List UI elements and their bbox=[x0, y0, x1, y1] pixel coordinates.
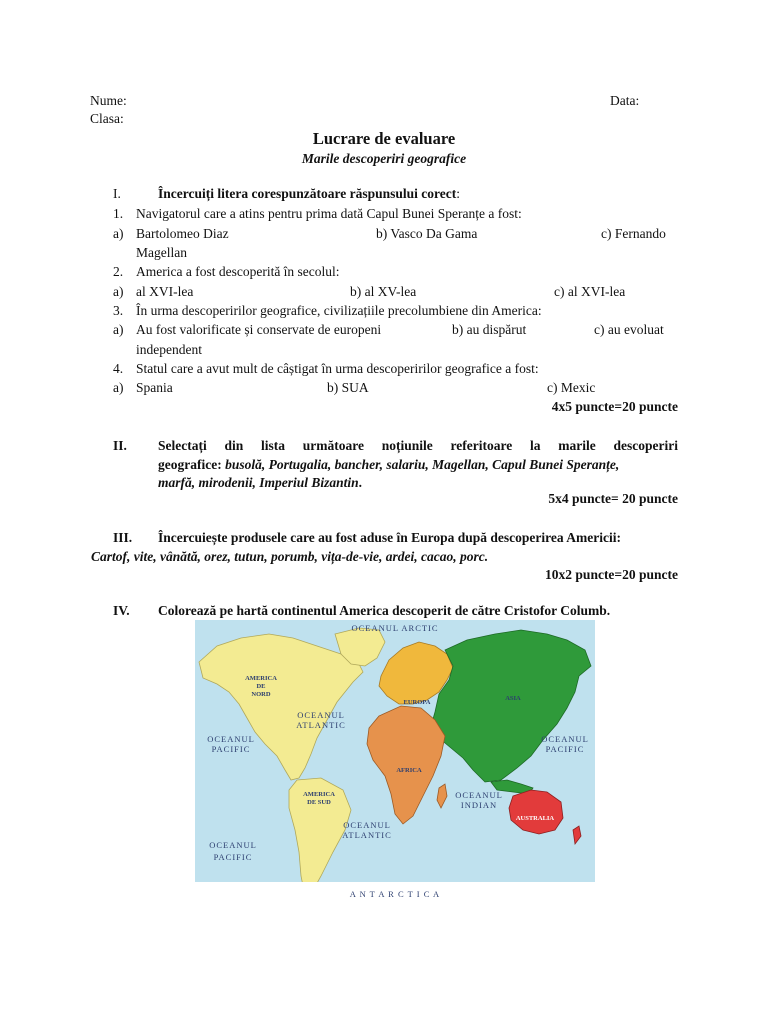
q4-number: 4. bbox=[113, 361, 124, 376]
q3-option-b: b) au dispărut bbox=[452, 322, 527, 337]
section2-notions-list: busolă, Portugalia, bancher, salariu, Magellan, Capul Bunei Speranțe, bbox=[225, 457, 620, 472]
section3-number: III. bbox=[113, 530, 133, 545]
q1-option-a-label: a) bbox=[113, 226, 124, 241]
label-oceanul-atlantic-south-1: OCEANUL bbox=[343, 820, 391, 830]
q3-number: 3. bbox=[113, 303, 124, 318]
section3-products-list: Cartof, vite, vânătă, orez, tutun, porumb, vița-de-vie, ardei, cacao, porc. bbox=[91, 549, 489, 564]
q2-number: 2. bbox=[113, 264, 124, 279]
class-label: Clasa: bbox=[90, 111, 124, 126]
label-america-de-nord-1: AMERICA bbox=[245, 675, 277, 682]
label-oceanul-atlantic-south-2: ATLANTIC bbox=[342, 830, 392, 840]
label-oceanul-pacific-southwest-2: PACIFIC bbox=[213, 852, 253, 862]
label-europa: EUROPA bbox=[403, 699, 431, 706]
section2-line2 bbox=[158, 457, 619, 473]
section4-line1: Colorează pe hartă continentul America descoperit de către Cristofor Columb. bbox=[158, 603, 611, 618]
label-oceanul-indian-1: OCEANUL bbox=[455, 790, 503, 800]
name-label: Nume: bbox=[90, 93, 127, 108]
label-oceanul-indian-2: INDIAN bbox=[460, 800, 498, 810]
q1-option-c-continued: Magellan bbox=[136, 245, 187, 260]
section1-heading bbox=[158, 186, 460, 202]
q2-option-a-label: a) bbox=[113, 284, 124, 299]
q1-text: Navigatorul care a atins pentru prima dată Capul Bunei Speranțe a fost: bbox=[136, 206, 522, 221]
section3-points: 10x2 puncte=20 puncte bbox=[545, 567, 678, 582]
q4-option-c: c) Mexic bbox=[547, 380, 596, 395]
section2-line1: Selectați din lista următoare noțiunile referitoare la marile descoperiri bbox=[158, 438, 678, 453]
q3-option-a: Au fost valorificate și conservate de europeni bbox=[136, 322, 382, 337]
section1-points: 4x5 puncte=20 puncte bbox=[551, 399, 678, 414]
section2-line2-prefix: geografice: bbox=[158, 457, 226, 472]
q4-option-b: b) SUA bbox=[327, 380, 369, 395]
section2-number: II. bbox=[113, 438, 127, 453]
q3-option-c: c) au evoluat bbox=[594, 322, 664, 337]
label-australia: AUSTRALIA bbox=[515, 815, 555, 822]
world-map bbox=[195, 620, 595, 902]
q1-option-a: Bartolomeo Diaz bbox=[136, 226, 229, 241]
q4-text: Statul care a avut mult de câștigat în urma descoperirilor geografice a fost: bbox=[136, 361, 539, 376]
page-title: Lucrare de evaluare bbox=[312, 129, 456, 148]
label-oceanul-arctic: OCEANUL ARCTIC bbox=[351, 623, 439, 633]
label-oceanul-pacific-west-2: PACIFIC bbox=[211, 744, 251, 754]
q3-option-c-continued: independent bbox=[136, 342, 202, 357]
label-oceanul-pacific-southwest-1: OCEANUL bbox=[209, 840, 257, 850]
q2-option-b: b) al XV-lea bbox=[350, 284, 417, 299]
label-america-de-sud-2: DE SUD bbox=[307, 799, 331, 806]
section4-number: IV. bbox=[113, 603, 130, 618]
label-oceanul-pacific-west-1: OCEANUL bbox=[207, 734, 255, 744]
label-africa: AFRICA bbox=[396, 767, 422, 774]
q3-text: În urma descoperirilor geografice, civilizațiile precolumbiene din America: bbox=[136, 303, 542, 318]
label-oceanul-atlantic-north-2: ATLANTIC bbox=[296, 720, 346, 730]
q4-option-a: Spania bbox=[136, 380, 173, 395]
section2-line3-end: . bbox=[358, 475, 363, 490]
date-label: Data: bbox=[610, 93, 640, 108]
q1-option-b: b) Vasco Da Gama bbox=[376, 226, 478, 241]
label-america-de-nord-2: DE bbox=[256, 683, 266, 690]
label-america-de-nord-3: NORD bbox=[251, 691, 271, 698]
label-asia: ASIA bbox=[505, 695, 521, 702]
section2-notions-list-cont: marfă, mirodenii, Imperiul Bizantin bbox=[158, 475, 359, 490]
label-oceanul-pacific-east-2: PACIFIC bbox=[545, 744, 585, 754]
label-antarctica: A N T A R C T I C A bbox=[349, 889, 441, 899]
q1-number: 1. bbox=[113, 206, 124, 221]
q1-option-c: c) Fernando bbox=[601, 226, 666, 241]
q3-option-a-label: a) bbox=[113, 322, 124, 337]
label-america-de-sud-1: AMERICA bbox=[303, 791, 335, 798]
label-oceanul-atlantic-north-1: OCEANUL bbox=[297, 710, 345, 720]
section2-points: 5x4 puncte= 20 puncte bbox=[548, 491, 678, 506]
q2-option-c: c) al XVI-lea bbox=[554, 284, 626, 299]
section3-line1: Încercuiește produsele care au fost aduse în Europa după descoperirea Americii: bbox=[158, 530, 621, 545]
q4-option-a-label: a) bbox=[113, 380, 124, 395]
section1-heading-colon: : bbox=[456, 186, 460, 201]
label-oceanul-pacific-east-1: OCEANUL bbox=[541, 734, 589, 744]
section1-number: I. bbox=[113, 186, 121, 201]
section2-line3 bbox=[158, 475, 362, 491]
page-subtitle: Marile descoperiri geografice bbox=[301, 151, 467, 166]
q2-text: America a fost descoperită în secolul: bbox=[136, 264, 340, 279]
q2-option-a: al XVI-lea bbox=[136, 284, 194, 299]
section1-heading-text: Încercuiți litera corespunzătoare răspunsului corect bbox=[158, 186, 457, 201]
